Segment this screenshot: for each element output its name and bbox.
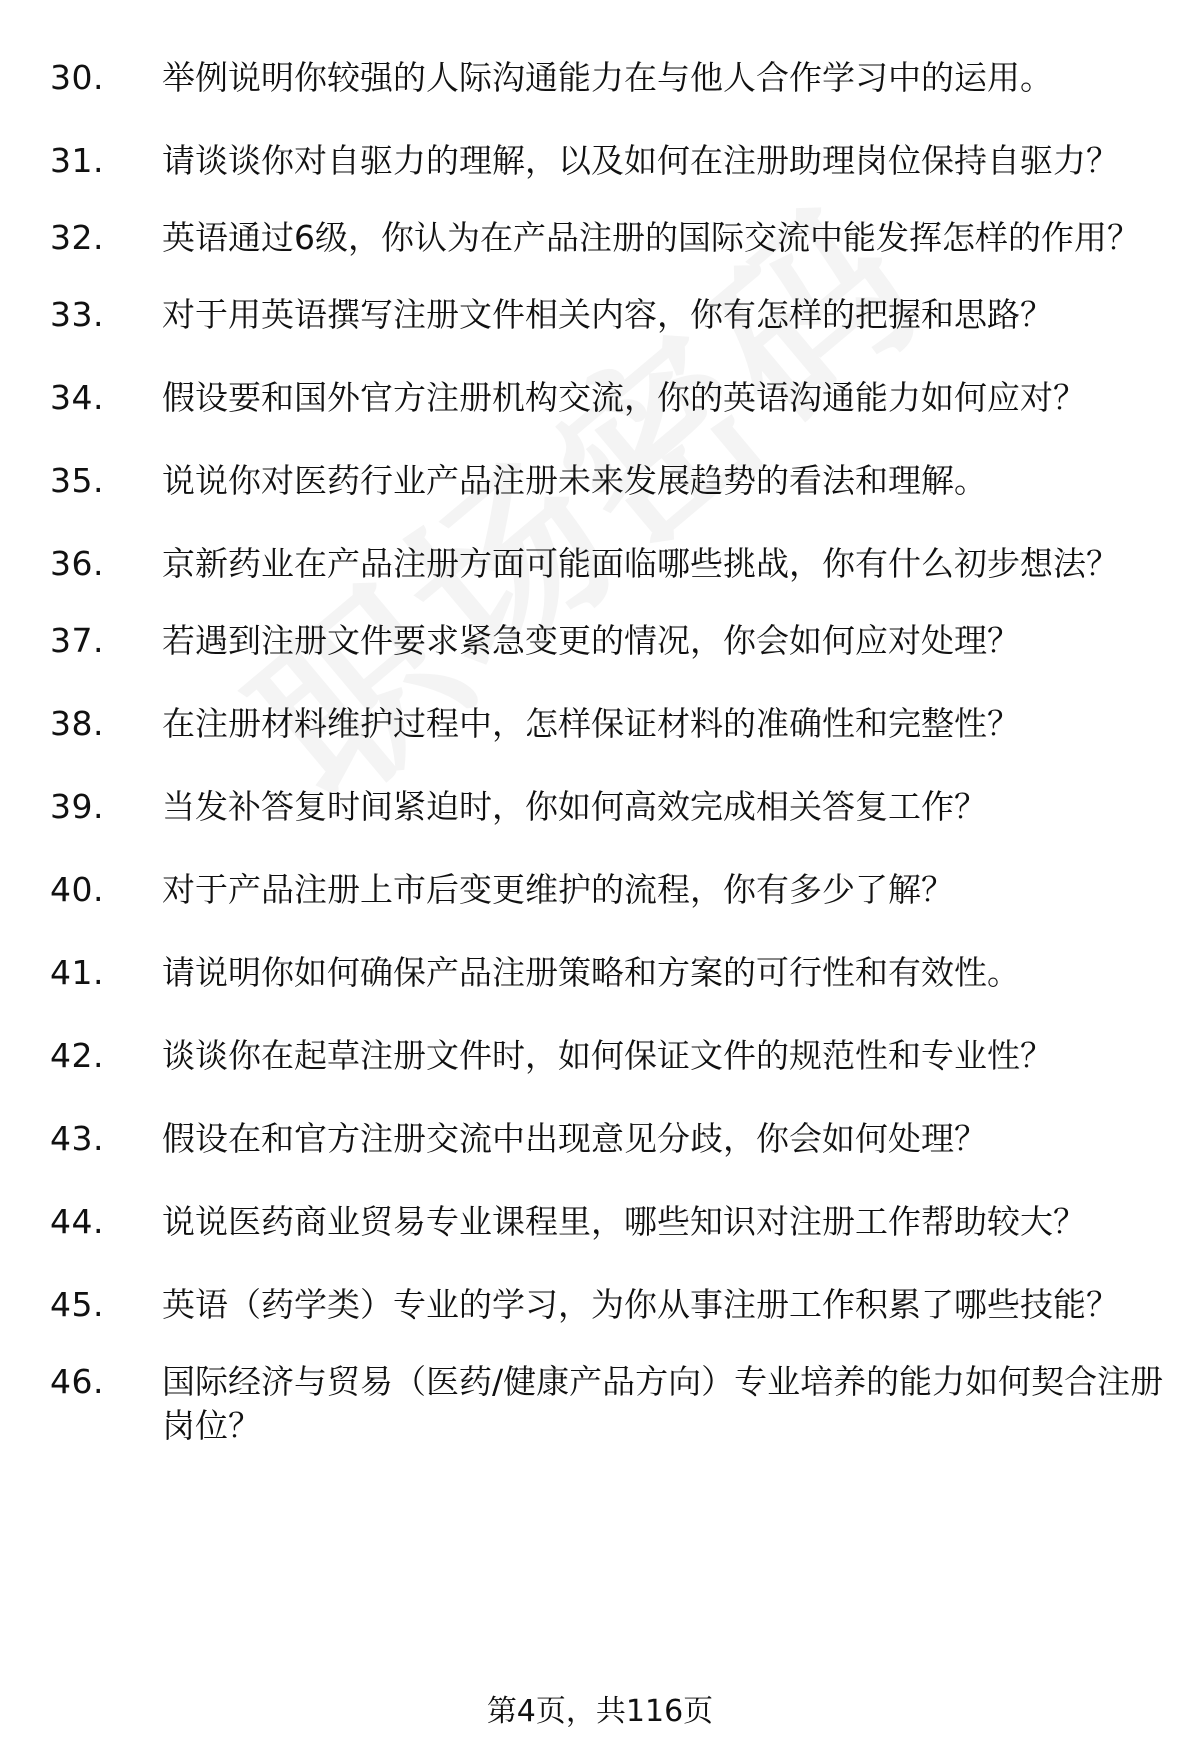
page-footer: 第4页，共116页 [486, 1694, 714, 1729]
question-number: 33. [50, 295, 104, 334]
question-number: 46. [50, 1362, 104, 1401]
question-text: 说说医药商业贸易专业课程里，哪些知识对注册工作帮助较大？ [162, 1202, 1086, 1241]
question-text: 说说你对医药行业产品注册未来发展趋势的看法和理解。 [162, 461, 987, 500]
question-number: 42. [50, 1036, 104, 1075]
question-text: 京新药业在产品注册方面可能面临哪些挑战，你有什么初步想法？ [162, 544, 1119, 583]
question-number: 31. [50, 141, 104, 180]
question-text: 英语通过6级，你认为在产品注册的国际交流中能发挥怎样的作用？ [162, 218, 1140, 257]
question-text: 请谈谈你对自驱力的理解，以及如何在注册助理岗位保持自驱力？ [162, 141, 1119, 180]
list-item [0, 376, 1200, 420]
question-text: 英语（药学类）专业的学习，为你从事注册工作积累了哪些技能？ [162, 1285, 1119, 1324]
question-number: 35. [50, 461, 104, 500]
question-number: 39. [50, 787, 104, 826]
list-item [0, 1034, 1200, 1078]
question-number: 41. [50, 953, 104, 992]
question-text: 若遇到注册文件要求紧急变更的情况，你会如何应对处理？ [162, 621, 1020, 660]
question-number: 44. [50, 1202, 104, 1241]
list-item [0, 868, 1200, 912]
list-item [0, 1117, 1200, 1161]
question-list [0, 56, 1200, 1481]
question-text: 举例说明你较强的人际沟通能力在与他人合作学习中的运用。 [162, 58, 1053, 97]
list-item [0, 1200, 1200, 1244]
list-item [0, 702, 1200, 746]
list-item [0, 542, 1200, 586]
list-item [0, 56, 1200, 100]
question-number: 30. [50, 58, 104, 97]
question-number: 40. [50, 870, 104, 909]
question-text: 假设在和官方注册交流中出现意见分歧，你会如何处理？ [162, 1119, 987, 1158]
question-number: 34. [50, 378, 104, 417]
question-number: 37. [50, 621, 104, 660]
question-text: 在注册材料维护过程中，怎样保证材料的准确性和完整性？ [162, 704, 1020, 743]
question-number: 45. [50, 1285, 104, 1324]
list-item [0, 619, 1200, 663]
question-text: 当发补答复时间紧迫时，你如何高效完成相关答复工作？ [162, 787, 987, 826]
question-text: 国际经济与贸易（医药/健康产品方向）专业培养的能力如何契合注册岗位？ [162, 1362, 1164, 1445]
question-number: 38. [50, 704, 104, 743]
list-item [0, 139, 1200, 183]
question-text: 请说明你如何确保产品注册策略和方案的可行性和有效性。 [162, 953, 1020, 992]
question-number: 36. [50, 544, 104, 583]
list-item [0, 216, 1200, 260]
list-item [0, 951, 1200, 995]
question-text: 假设要和国外官方注册机构交流，你的英语沟通能力如何应对？ [162, 378, 1086, 417]
question-number: 32. [50, 218, 104, 257]
question-text: 对于用英语撰写注册文件相关内容，你有怎样的把握和思路？ [162, 295, 1053, 334]
question-text: 谈谈你在起草注册文件时，如何保证文件的规范性和专业性？ [162, 1036, 1053, 1075]
list-item [0, 1360, 1200, 1448]
list-item [0, 1283, 1200, 1327]
question-text: 对于产品注册上市后变更维护的流程，你有多少了解？ [162, 870, 954, 909]
question-number: 43. [50, 1119, 104, 1158]
list-item [0, 459, 1200, 503]
list-item [0, 785, 1200, 829]
list-item [0, 293, 1200, 337]
